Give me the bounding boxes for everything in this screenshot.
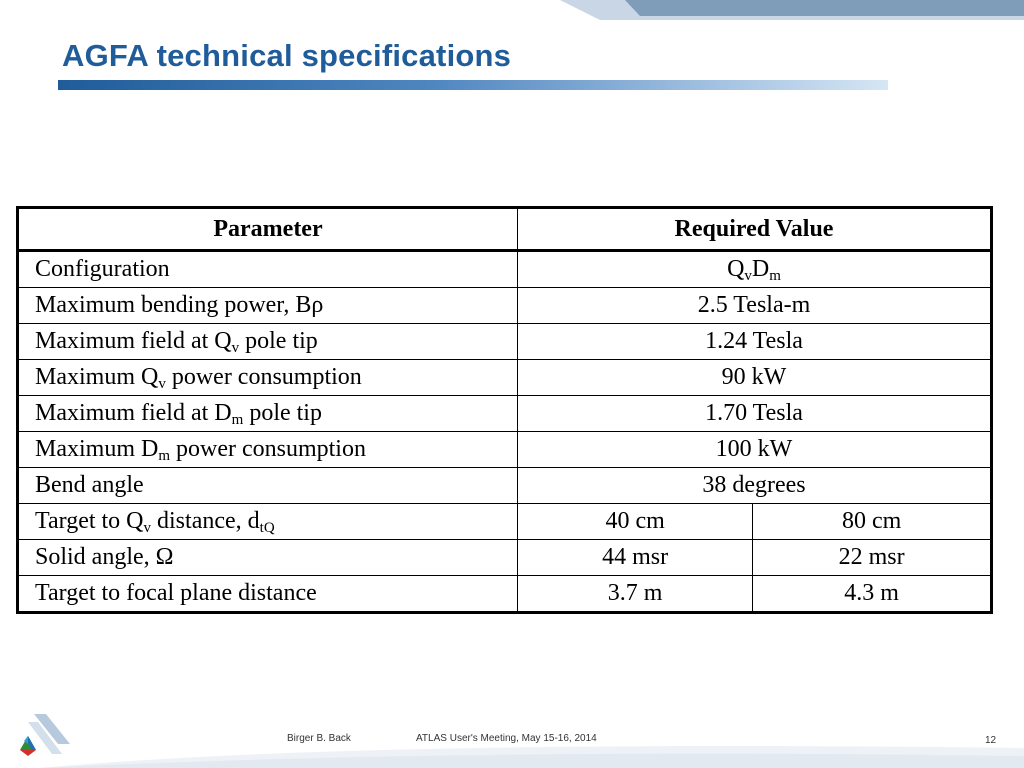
row-param-dm-field: Maximum field at $D_m$ pole tip xyxy=(18,396,518,432)
row-param-bend-angle: Bend angle xyxy=(18,468,518,504)
header-parameter: Parameter xyxy=(18,208,518,251)
row-value-qv-field: 1.24 Tesla xyxy=(518,324,992,360)
row-value-bend-angle: 38 degrees xyxy=(518,468,992,504)
row-param-focal-plane-distance: Target to focal plane distance xyxy=(18,576,518,613)
row-param-solid-angle: Solid angle, Ω xyxy=(18,540,518,576)
table-row xyxy=(18,432,992,468)
table-row xyxy=(18,324,992,360)
page-number: 12 xyxy=(985,735,997,746)
table-header-row xyxy=(18,208,992,251)
specifications-table xyxy=(16,206,993,614)
row-value-configuration: $Q_vD_m$ xyxy=(518,251,992,288)
table-row xyxy=(18,540,992,576)
title-underline xyxy=(58,80,888,90)
row-param-bending-power: Maximum bending power, Bρ xyxy=(18,288,518,324)
row-value-dm-field: 1.70 Tesla xyxy=(518,396,992,432)
row-value-focal-plane-distance-2: 4.3 m xyxy=(753,576,992,613)
row-value-focal-plane-distance-1: 3.7 m xyxy=(518,576,753,613)
footer-wave-decoration xyxy=(40,720,1024,768)
footer-author: Birger B. Back xyxy=(287,733,351,744)
argonne-logo-icon xyxy=(14,714,74,768)
table-row xyxy=(18,468,992,504)
row-value-target-qv-distance-1: 40 cm xyxy=(518,504,753,540)
row-value-solid-angle-1: 44 msr xyxy=(518,540,753,576)
row-param-target-qv-distance: Target to $Q_v$ distance, $d_{tQ}$ xyxy=(18,504,518,540)
row-value-qv-power: 90 kW xyxy=(518,360,992,396)
row-param-qv-field: Maximum field at $Q_v$ pole tip xyxy=(18,324,518,360)
row-value-dm-power: 100 kW xyxy=(518,432,992,468)
row-param-configuration: Configuration xyxy=(18,251,518,288)
table-row xyxy=(18,288,992,324)
table-row xyxy=(18,396,992,432)
table-row xyxy=(18,504,992,540)
row-param-dm-power: Maximum $D_m$ power consumption xyxy=(18,432,518,468)
table-row xyxy=(18,360,992,396)
slide-title: AGFA technical specifications xyxy=(62,38,512,73)
footer-meeting: ATLAS User's Meeting, May 15-16, 2014 xyxy=(416,733,597,744)
row-value-target-qv-distance-2: 80 cm xyxy=(753,504,992,540)
top-banner-decoration xyxy=(0,0,1024,20)
row-param-qv-power: Maximum $Q_v$ power consumption xyxy=(18,360,518,396)
header-required-value: Required Value xyxy=(518,208,992,251)
table-row xyxy=(18,251,992,288)
table-row xyxy=(18,576,992,613)
row-value-solid-angle-2: 22 msr xyxy=(753,540,992,576)
row-value-bending-power: 2.5 Tesla-m xyxy=(518,288,992,324)
